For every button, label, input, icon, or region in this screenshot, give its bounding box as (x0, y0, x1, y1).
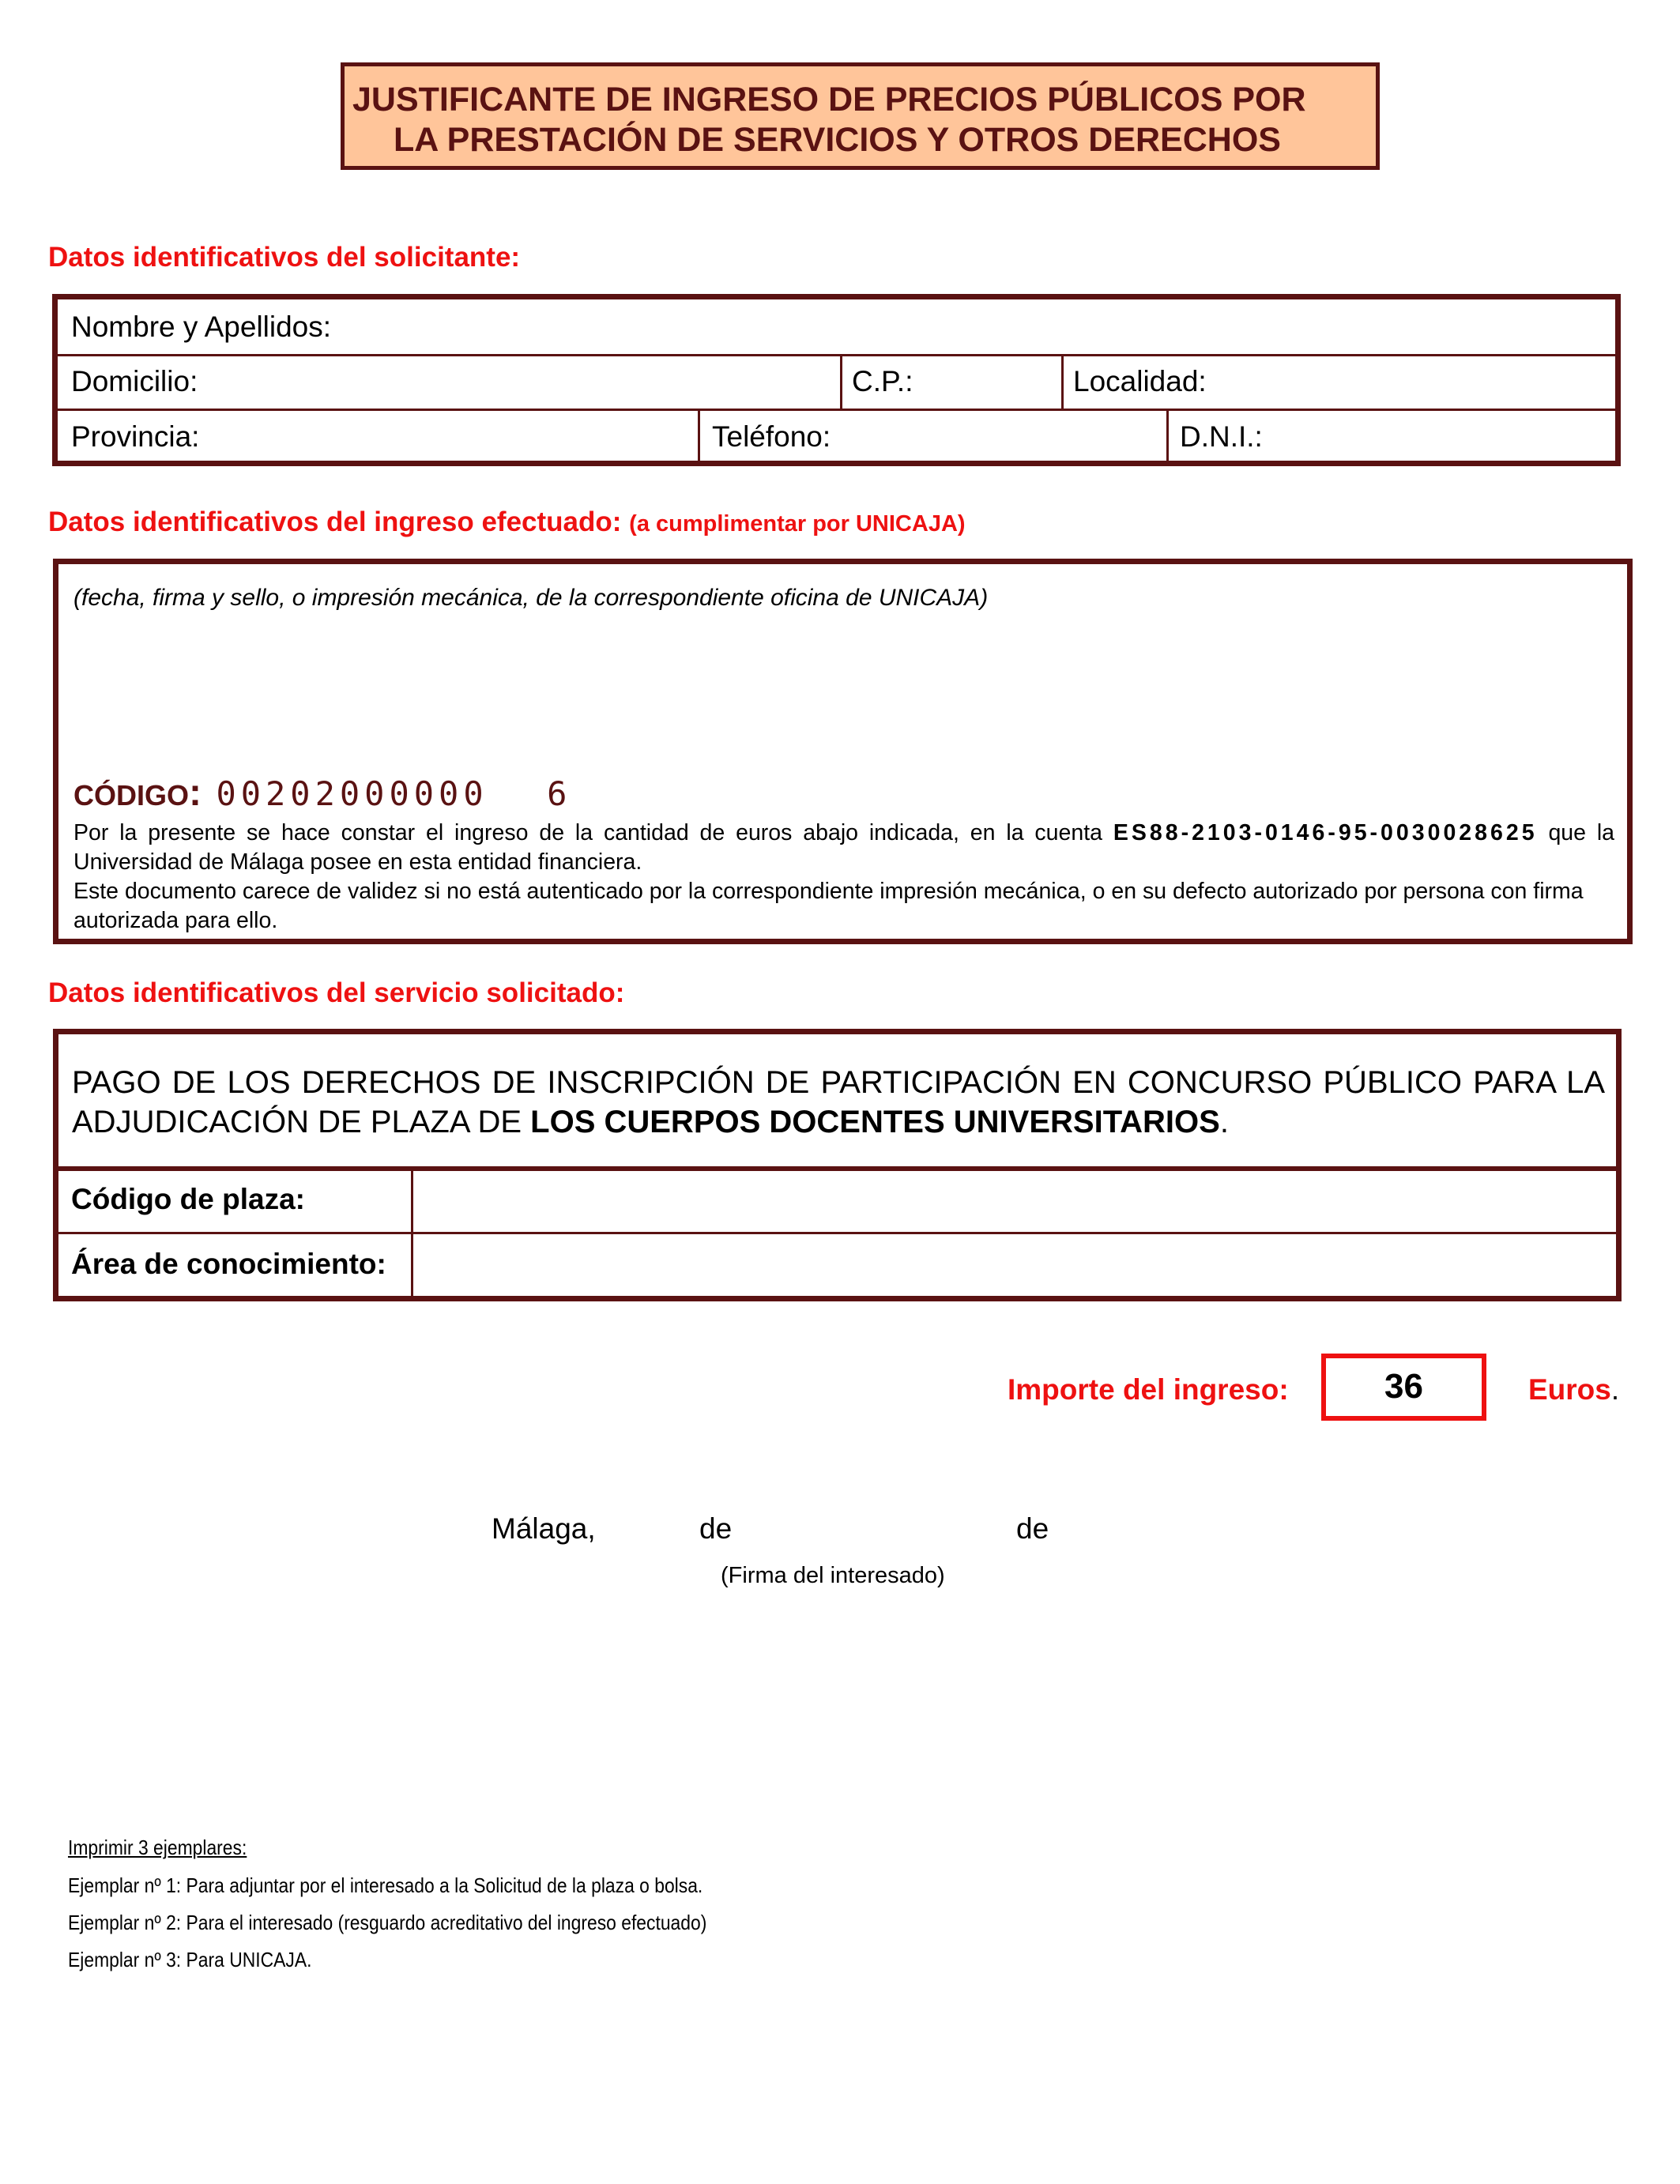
city-label: Málaga, (492, 1512, 596, 1545)
solicitante-table (52, 294, 1621, 466)
row-divider (58, 409, 1615, 411)
col-divider (698, 409, 700, 466)
account-number-a: ES88-2103-0146-95- (1113, 820, 1381, 845)
account-number-b: 0030028625 (1381, 820, 1538, 845)
ingreso-box (53, 559, 1633, 944)
importe-value: 36 (1321, 1354, 1486, 1421)
servicio-table (53, 1029, 1622, 1301)
ingreso-heading-text: Datos identificativos del ingreso efectuado: (48, 506, 622, 537)
currency-end: . (1610, 1373, 1620, 1406)
codigo-value: 00202000000 (216, 774, 488, 813)
codigo-label: CÓDIGO (73, 779, 190, 811)
footer-item: Ejemplar nº 3: Para UNICAJA. (68, 1948, 312, 1971)
col-divider (840, 355, 842, 410)
area-conocimiento-input[interactable] (414, 1235, 1615, 1298)
col-divider (1061, 355, 1064, 410)
col-divider (1166, 409, 1169, 466)
title-line-2: LA PRESTACIÓN DE SERVICIOS Y OTROS DERECHOS (394, 121, 1281, 159)
col-divider (411, 1170, 413, 1301)
row-divider (58, 354, 1615, 356)
nombre-field[interactable]: Nombre y Apellidos: (71, 311, 332, 343)
date-de-2: de (1016, 1512, 1049, 1545)
date-de-1: de (699, 1512, 733, 1545)
ingreso-heading (48, 506, 966, 538)
currency-text: Euros (1528, 1373, 1611, 1406)
dni-field[interactable]: D.N.I.: (1180, 420, 1263, 453)
footer-item: Ejemplar nº 2: Para el interesado (resguardo acreditativo del ingreso efectuado) (68, 1911, 707, 1934)
ingreso-text-1a: Por la presente se hace constar el ingreso de la cantidad de euros abajo indicada, en la cuenta (73, 820, 1102, 845)
servicio-desc-bold: LOS CUERPOS DOCENTES UNIVERSITARIOS (530, 1105, 1220, 1139)
servicio-desc-end: . (1219, 1105, 1229, 1139)
servicio-desc-text: PAGO DE LOS DERECHOS DE INSCRIPCIÓN DE PARTICIPACIÓN EN CONCURSO PÚBLICO PARA LA ADJUDICACIÓN DE PLAZA DE (72, 1065, 1605, 1139)
ingreso-heading-note: (a cumplimentar por UNICAJA) (629, 511, 966, 537)
localidad-field[interactable]: Localidad: (1073, 365, 1207, 397)
currency-label (1528, 1373, 1619, 1406)
importe-label: Importe del ingreso: (1008, 1373, 1289, 1406)
codigo-line (73, 771, 567, 815)
fecha-note: (fecha, firma y sello, o impresión mecánica, de la correspondiente oficina de UNICAJA) (73, 585, 989, 611)
provincia-field[interactable]: Provincia: (71, 420, 200, 453)
telefono-field[interactable]: Teléfono: (712, 420, 831, 453)
servicio-description (72, 1063, 1605, 1142)
document-title (341, 62, 1380, 170)
area-conocimiento-label: Área de conocimiento: (71, 1248, 386, 1280)
footer-heading: Imprimir 3 ejemplares: (68, 1836, 247, 1859)
cp-field[interactable]: C.P.: (852, 365, 913, 397)
codigo-check-digit: 6 (547, 774, 567, 813)
codigo-plaza-label: Código de plaza: (71, 1183, 305, 1215)
codigo-colon: : (189, 772, 202, 814)
solicitante-heading: Datos identificativos del solicitante: (48, 242, 521, 273)
title-line-1: JUSTIFICANTE DE INGRESO DE PRECIOS PÚBLICOS POR (352, 81, 1306, 119)
ingreso-text (73, 819, 1614, 936)
ingreso-text-1b: que la Universidad de Málaga posee en esta entidad financiera. (73, 820, 1615, 875)
domicilio-field[interactable]: Domicilio: (71, 365, 198, 397)
codigo-plaza-input[interactable] (414, 1171, 1615, 1231)
ingreso-paragraph-1 (73, 819, 1614, 877)
footer-item: Ejemplar nº 1: Para adjuntar por el interesado a la Solicitud de la plaza o bolsa. (68, 1873, 703, 1897)
firma-note: (Firma del interesado) (721, 1563, 945, 1588)
row-divider (58, 1232, 1616, 1234)
ingreso-paragraph-2: Este documento carece de validez si no está autenticado por la correspondiente impresión mecánica, o en su defecto autorizado por persona con firma autorizada para ello. (73, 879, 1584, 933)
servicio-heading: Datos identificativos del servicio solicitado: (48, 977, 625, 1008)
